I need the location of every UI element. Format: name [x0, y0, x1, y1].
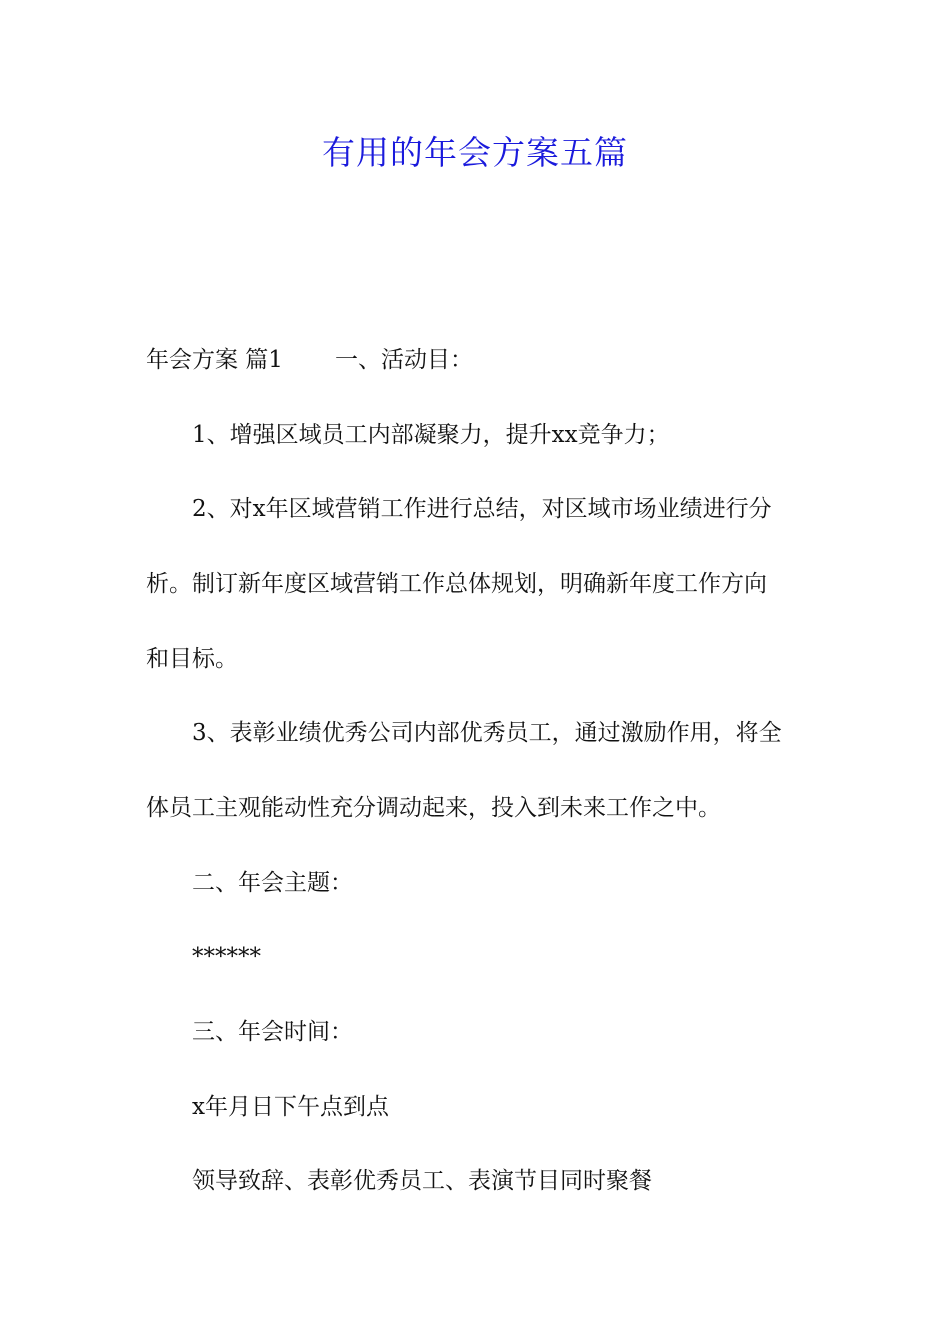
- document-title: 有用的年会方案五篇: [322, 133, 628, 172]
- paragraph-line: 3、表彰业绩优秀公司内部优秀员工，通过激励作用，将全: [192, 720, 782, 746]
- paragraph-line: 领导致辞、表彰优秀员工、表演节目同时聚餐: [192, 1168, 652, 1194]
- subsection-heading: 一、活动目：: [334, 347, 473, 373]
- section-heading: 年会方案 篇1: [146, 347, 283, 373]
- section-heading-line: [146, 345, 816, 375]
- paragraph-line: 析。制订新年度区域营销工作总体规划，明确新年度工作方向: [146, 571, 767, 597]
- paragraph-line: 三、年会时间：: [192, 1019, 353, 1045]
- paragraph-line: ******: [192, 944, 261, 970]
- paragraph-line: 体员工主观能动性充分调动起来，投入到未来工作之中。: [146, 795, 721, 821]
- paragraph-line: x年月日下午点到点: [192, 1094, 389, 1120]
- paragraph-line: 1、增强区域员工内部凝聚力，提升xx竞争力；: [192, 422, 670, 448]
- paragraph-line: 2、对x年区域营销工作进行总结，对区域市场业绩进行分: [192, 496, 772, 522]
- paragraph-line: 二、年会主题：: [192, 870, 353, 896]
- paragraph-line: 和目标。: [146, 646, 238, 672]
